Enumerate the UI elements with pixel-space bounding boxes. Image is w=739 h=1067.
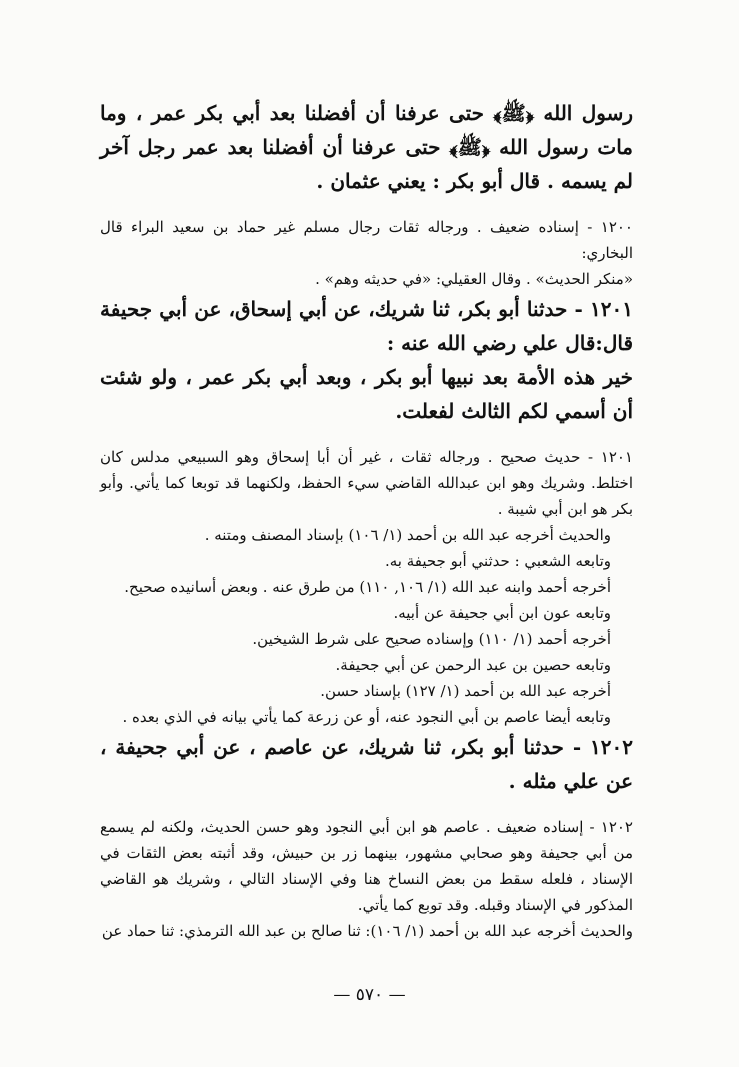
hadith-1201-text: خير هذه الأمة بعد نبيها أبو بكر ، وبعد أبي بكر عمر ، ولو شئت أن أسمي لكم الثالث لفعلت. bbox=[100, 365, 633, 423]
footnote-1201-line: وتابعه حصين بن عبد الرحمن عن أبي جحيفة. bbox=[335, 656, 611, 674]
footnote-1201-line: أخرجه أحمد (١/ ١١٠) وإسناده صحيح على شرط الشيخين. bbox=[252, 630, 611, 648]
footnote-1202: ١٢٠٢ - إسناده ضعيف . عاصم هو ابن أبي النجود وهو حسن الحديث، ولكنه لم يسمع من أبي جحيفة وهو صحابي مشهور، بينهما زر بن حبيش، وقد أثبته بعض الثقات في الإسناد ، فلعله سقط من بعض النساخ هنا وفي الإسناد التالي ، وشريك هو القاضي المذكور في الإسناد وقبله. وقد توبع كما يأتي. bbox=[100, 818, 633, 914]
footnote-1201-line: أخرجه أحمد وابنه عبد الله (١/ ١٠٦, ١١٠) من طرق عنه . وبعض أسانيده صحيح. bbox=[124, 578, 611, 596]
hadith-1201: ١٢٠١ - حدثنا أبو بكر، ثنا شريك، عن أبي إسحاق، عن أبي جحيفة قال:قال علي رضي الله عنه : bbox=[100, 297, 633, 355]
hadith-1202: ١٢٠٢ - حدثنا أبو بكر، ثنا شريك، عن عاصم ، عن أبي جحيفة ، عن علي مثله . bbox=[100, 735, 633, 793]
footnote-1201-line: وتابعه أيضا عاصم بن أبي النجود عنه، أو عن زرعة كما يأتي بيانه في الذي بعده . bbox=[122, 708, 611, 726]
footnote-1200-quote: «منكر الحديث» . وقال العقيلي: «في حديثه وهم» . bbox=[315, 270, 633, 288]
page-number: — ٥٧٠ — bbox=[333, 985, 406, 1005]
hadith-1199-end: رسول الله ﴿ﷺ﴾ حتى عرفنا أن أفضلنا بعد أبي بكر عمر ، وما مات رسول الله ﴿ﷺ﴾ حتى عرفنا أن أفضلنا بعد عمر رجل آخر لم يسمه . قال أبو بكر : يعني عثمان . bbox=[100, 101, 633, 193]
footnote-1200: ١٢٠٠ - إسناده ضعيف . ورجاله ثقات رجال مسلم غير حماد بن سعيد البراء قال البخاري: bbox=[100, 218, 633, 262]
footnote-1201-line: وتابعه الشعبي : حدثني أبو جحيفة به. bbox=[384, 552, 611, 570]
footnote-1201: ١٢٠١ - حديث صحيح . ورجاله ثقات ، غير أن أبا إسحاق وهو السبيعي مدلس كان اختلط. وشريك وهو ابن عبدالله القاضي سيء الحفظ، ولكنهما قد توبعا كما يأتي. وأبو بكر هو ابن أبي شيبة . bbox=[100, 448, 633, 518]
footnote-1201-line: وتابعه عون ابن أبي جحيفة عن أبيه. bbox=[393, 604, 611, 622]
footnote-1201-line: والحديث أخرجه عبد الله بن أحمد (١/ ١٠٦) بإسناد المصنف ومتنه . bbox=[204, 526, 611, 544]
footnote-1202-continued: والحديث أخرجه عبد الله بن أحمد (١/ ١٠٦): ثنا صالح بن عبد الله الترمذي: ثنا حماد عن bbox=[101, 922, 633, 940]
footnote-1201-line: أخرجه عبد الله بن أحمد (١/ ١٢٧) بإسناد حسن. bbox=[320, 682, 611, 700]
